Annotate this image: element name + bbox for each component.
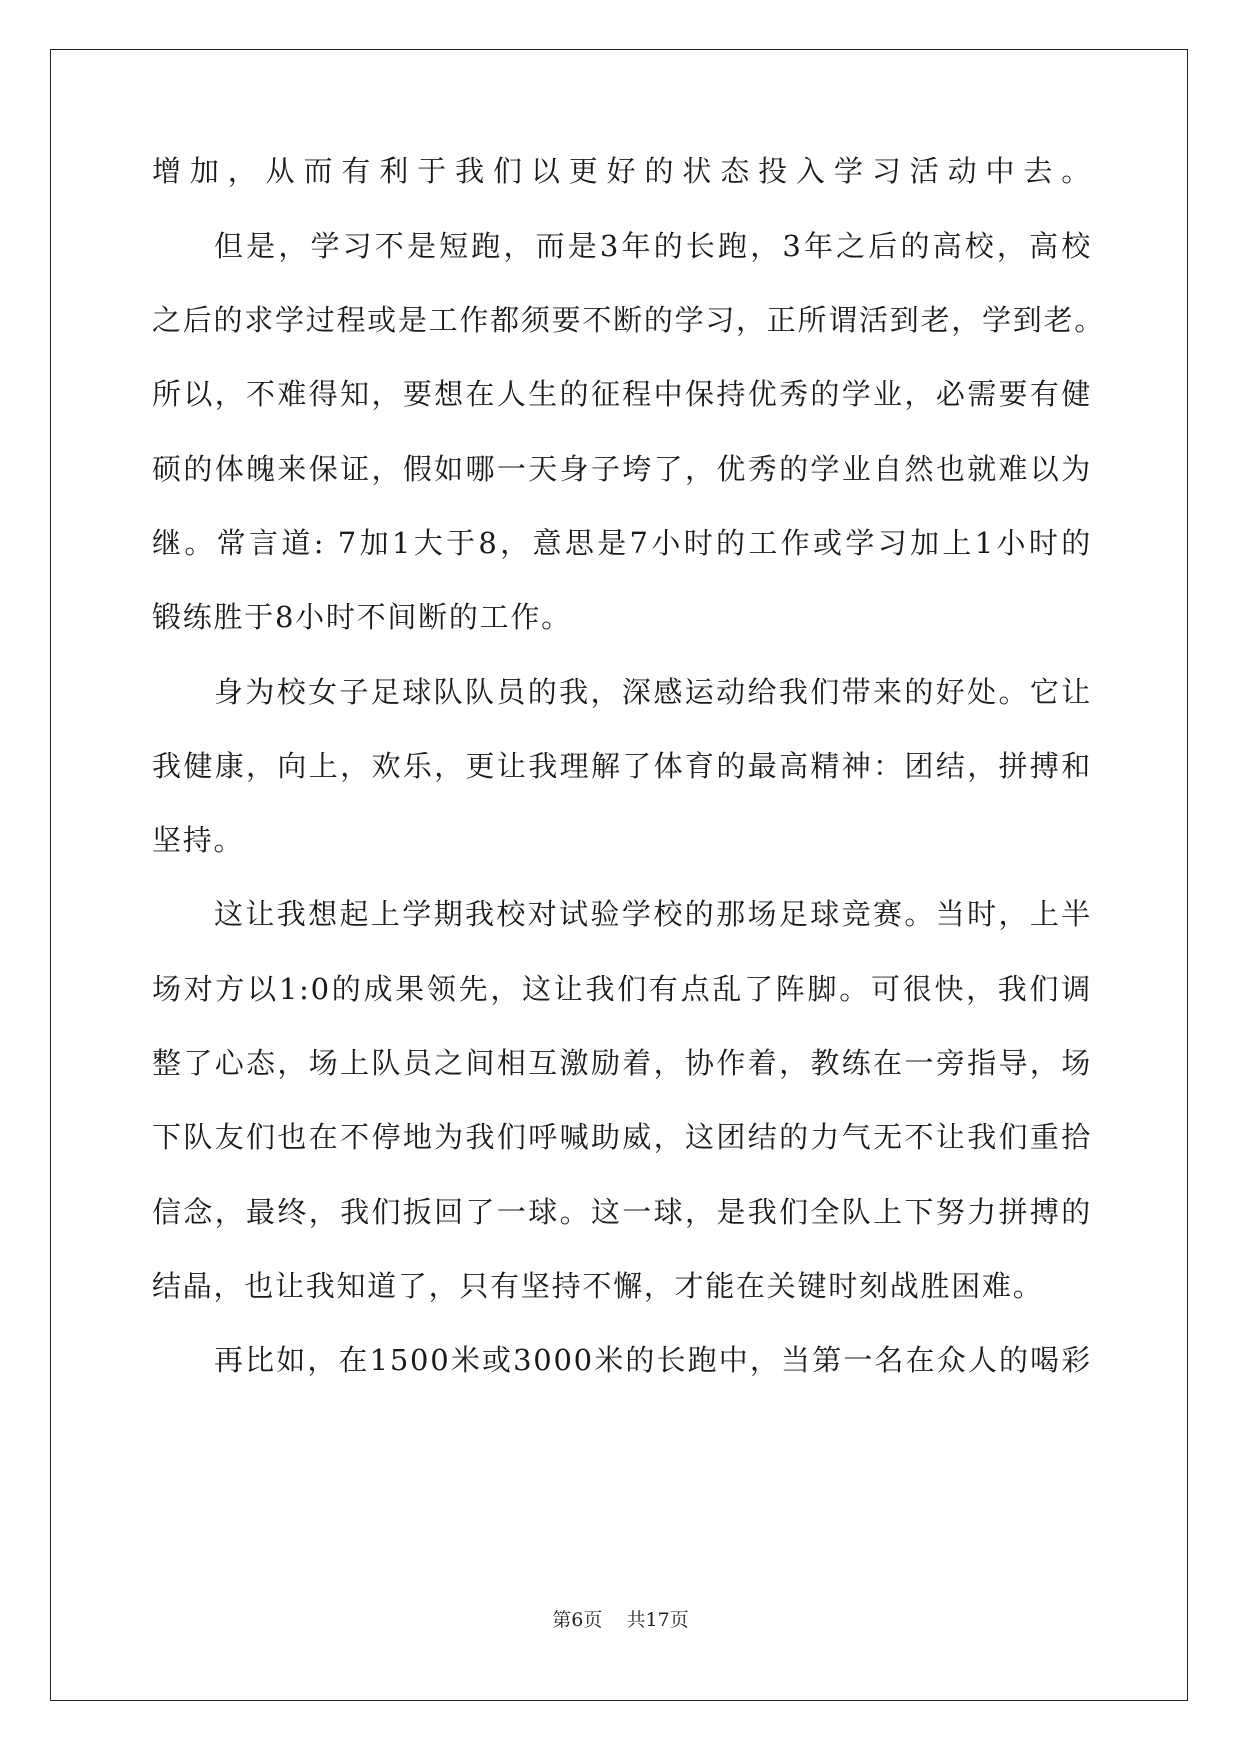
page-number: 第6页 (552, 1609, 603, 1631)
text-line: 整了心态，场上队员之间相互激励着，协作着，教练在一旁指导，场 (152, 1046, 1092, 1080)
text-line: 再比如，在1500米或3000米的长跑中，当第一名在众人的喝彩 (214, 1343, 1092, 1377)
page-border (50, 49, 1188, 1701)
text-line: 继。常言道: 7加1大于8，意思是7小时的工作或学习加上1小时的 (152, 526, 1092, 560)
text-line: 坚持。 (152, 823, 245, 857)
page-total: 共17页 (626, 1609, 689, 1631)
text-line: 但是，学习不是短跑，而是3年的长跑，3年之后的高校，高校 (214, 229, 1092, 263)
text-line: 硕的体魄来保证，假如哪一天身子垮了，优秀的学业自然也就难以为 (152, 452, 1092, 486)
text-line: 这让我想起上学期我校对试验学校的那场足球竞赛。当时，上半 (214, 897, 1092, 931)
page-footer (0, 1608, 1241, 1632)
text-line: 之后的求学过程或是工作都须要不断的学习，正所谓活到老，学到老。 (152, 303, 1105, 337)
text-line: 身为校女子足球队队员的我，深感运动给我们带来的好处。它让 (214, 675, 1092, 709)
text-line: 我健康，向上，欢乐，更让我理解了体育的最高精神：团结，拼搏和 (152, 749, 1092, 783)
text-line: 增加，从而有利于我们以更好的状态投入学习活动中去。 (152, 154, 1092, 188)
text-line: 结晶，也让我知道了，只有坚持不懈，才能在关键时刻战胜困难。 (152, 1269, 1044, 1303)
text-line: 场对方以1:0的成果领先，这让我们有点乱了阵脚。可很快，我们调 (152, 972, 1092, 1006)
text-line: 下队友们也在不停地为我们呼喊助威，这团结的力气无不让我们重拾 (152, 1120, 1092, 1154)
text-line: 所以，不难得知，要想在人生的征程中保持优秀的学业，必需要有健 (152, 377, 1092, 411)
text-line: 锻练胜于8小时不间断的工作。 (152, 600, 572, 634)
text-line: 信念，最终，我们扳回了一球。这一球，是我们全队上下努力拼搏的 (152, 1195, 1092, 1229)
